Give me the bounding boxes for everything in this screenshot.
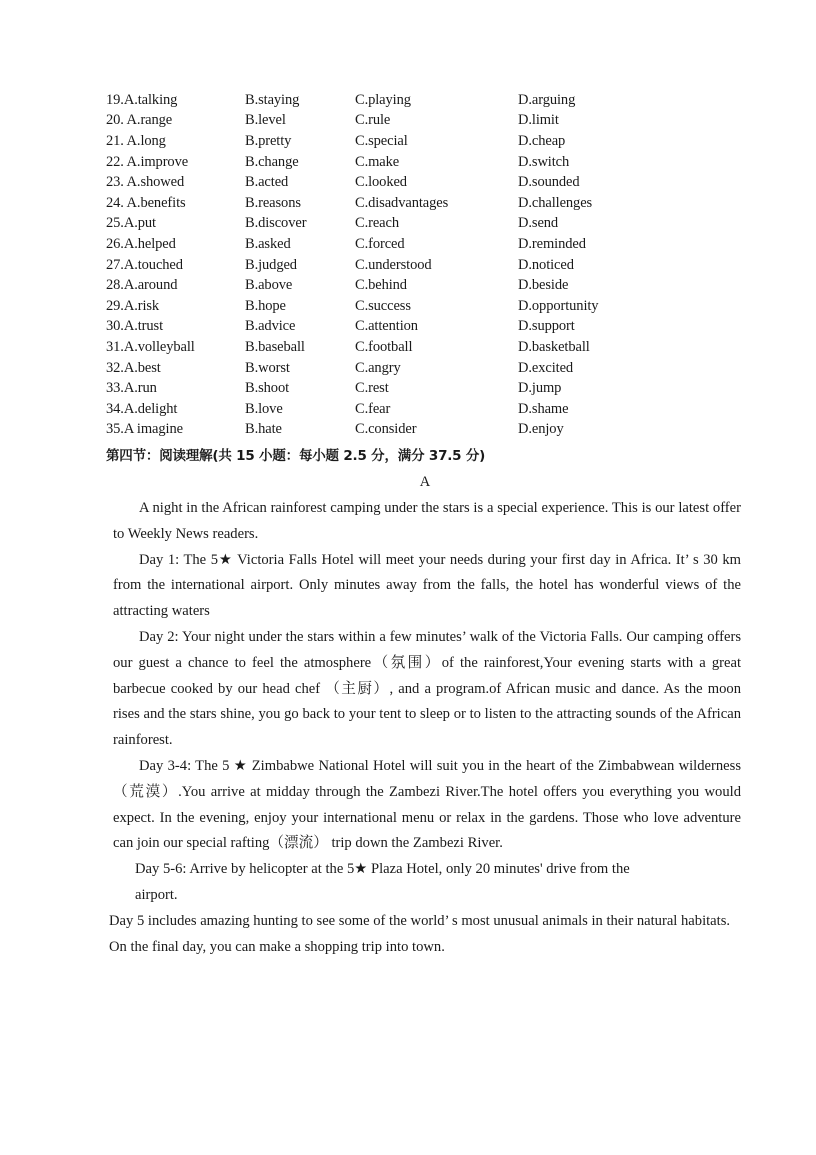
paragraph-day5: Day 5 includes amazing hunting to see some of the world’ s most unusual animals in their natural habitats. (109, 912, 731, 929)
option-d: D.arguing (518, 91, 576, 108)
option-row-26 (106, 234, 706, 255)
section-heading: 第四节：阅读理解(共 15 小题：每小题 2.5 分，满分 37.5 分) (106, 448, 486, 464)
option-d: D.enjoy (518, 421, 564, 438)
reading-passage (109, 496, 741, 960)
option-row-35 (106, 420, 706, 441)
answer-options-table (106, 90, 706, 440)
option-d: D.jump (518, 380, 562, 397)
paragraph-day5-6: Day 5-6: Arrive by helicopter at the 5★ Plaza Hotel, only 20 minutes' drive from the (135, 861, 630, 878)
option-d: D.support (518, 318, 575, 335)
option-b: B.staying (245, 91, 300, 108)
option-a: 33.A.run (106, 380, 157, 397)
option-row-21 (106, 131, 706, 152)
option-d: D.limit (518, 112, 559, 129)
option-b: B.change (245, 153, 299, 170)
option-a: 25.A.put (106, 215, 156, 232)
option-b: B.judged (245, 256, 297, 273)
option-d: D.beside (518, 277, 569, 294)
option-d: D.opportunity (518, 297, 599, 314)
option-a: 26.A.helped (106, 235, 176, 252)
option-c: C.angry (355, 359, 401, 376)
option-d: D.noticed (518, 256, 574, 273)
option-row-25 (106, 214, 706, 235)
option-a: 29.A.risk (106, 297, 160, 314)
option-b: B.hate (245, 421, 282, 438)
option-c: C.rest (355, 380, 389, 397)
option-c: C.playing (355, 91, 411, 108)
option-row-24 (106, 193, 706, 214)
option-c: C.football (355, 338, 413, 355)
option-row-31 (106, 337, 706, 358)
paragraph-intro: A night in the African rainforest camping under the stars is a special experience. This is our latest offer to Weekly News readers. (113, 500, 741, 542)
option-d: D.reminded (518, 235, 586, 252)
option-row-20 (106, 111, 706, 132)
option-a: 31.A.volleyball (106, 338, 195, 355)
option-row-19 (106, 90, 706, 111)
option-c: C.consider (355, 421, 417, 438)
option-b: B.worst (245, 359, 290, 376)
option-a: 19.A.talking (106, 91, 178, 108)
option-a: 28.A.around (106, 277, 178, 294)
option-row-28 (106, 275, 706, 296)
option-row-34 (106, 399, 706, 420)
option-a: 22. A.improve (106, 153, 189, 170)
option-d: D.shame (518, 400, 569, 417)
option-c: C.success (355, 297, 411, 314)
option-b: B.advice (245, 318, 296, 335)
option-c: C.rule (355, 112, 391, 129)
option-c: C.understood (355, 256, 432, 273)
option-b: B.pretty (245, 132, 292, 149)
option-a: 34.A.delight (106, 400, 178, 417)
option-row-23 (106, 172, 706, 193)
option-d: D.excited (518, 359, 574, 376)
option-c: C.make (355, 153, 400, 170)
option-d: D.sounded (518, 174, 580, 191)
option-a: 27.A.touched (106, 256, 183, 273)
option-row-32 (106, 358, 706, 379)
option-a: 32.A.best (106, 359, 161, 376)
option-c: C.behind (355, 277, 407, 294)
option-c: C.forced (355, 235, 405, 252)
option-d: D.send (518, 215, 559, 232)
option-row-30 (106, 317, 706, 338)
option-c: C.looked (355, 174, 407, 191)
option-d: D.basketball (518, 338, 590, 355)
option-b: B.baseball (245, 338, 305, 355)
option-a: 21. A.long (106, 132, 166, 149)
paragraph-day2: Day 2: Your night under the stars within a few minutes’ walk of the Victoria Falls. Our camping offers our guest a chance to feel the atmosphere（氛围）of the rainforest,Your evening starts with a great barbecue cooked by our head chef （主厨）, and a program.of African music and dance. As the moon rises and the stars shine, you go back to your tent to sleep or to listen to the attracting sounds of the African rainforest. (113, 628, 741, 749)
option-a: 35.A imagine (106, 421, 183, 438)
option-a: 20. A.range (106, 112, 173, 129)
option-c: C.fear (355, 400, 391, 417)
option-c: C.special (355, 132, 408, 149)
option-a: 23. A.showed (106, 174, 185, 191)
option-d: D.challenges (518, 194, 593, 211)
passage-label: A (419, 474, 431, 490)
option-b: B.discover (245, 215, 307, 232)
paragraph-day1: Day 1: The 5★ Victoria Falls Hotel will meet your needs during your first day in Africa. It’ s 30 km from the international airport. Only minutes away from the falls, the hotel has wonderful views of the attracting waters (113, 551, 741, 620)
option-c: C.disadvantages (355, 194, 449, 211)
option-row-27 (106, 255, 706, 276)
option-d: D.switch (518, 153, 570, 170)
option-b: B.hope (245, 297, 286, 314)
option-b: B.love (245, 400, 283, 417)
option-row-29 (106, 296, 706, 317)
option-row-22 (106, 152, 706, 173)
option-b: B.acted (245, 174, 289, 191)
option-b: B.asked (245, 235, 291, 252)
paragraph-day5-6-continued: airport. (135, 886, 178, 903)
paragraph-day3-4: Day 3-4: The 5 ★ Zimbabwe National Hotel will suit you in the heart of the Zimbabwean wilderness（荒漠）.You arrive at midday through the Zambezi River.The hotel offers you everything you would expect. In the evening, enjoy your international menu or relax in the gardens. Those who love adventure can join our special rafting（漂流） trip down the Zambezi River. (113, 757, 741, 852)
option-b: B.shoot (245, 380, 290, 397)
option-d: D.cheap (518, 132, 566, 149)
option-a: 30.A.trust (106, 318, 164, 335)
option-c: C.attention (355, 318, 418, 335)
option-a: 24. A.benefits (106, 194, 186, 211)
option-c: C.reach (355, 215, 399, 232)
option-b: B.level (245, 112, 286, 129)
paragraph-final-day: On the final day, you can make a shopping trip into town. (109, 938, 445, 955)
option-b: B.reasons (245, 194, 301, 211)
option-row-33 (106, 378, 706, 399)
option-b: B.above (245, 277, 293, 294)
